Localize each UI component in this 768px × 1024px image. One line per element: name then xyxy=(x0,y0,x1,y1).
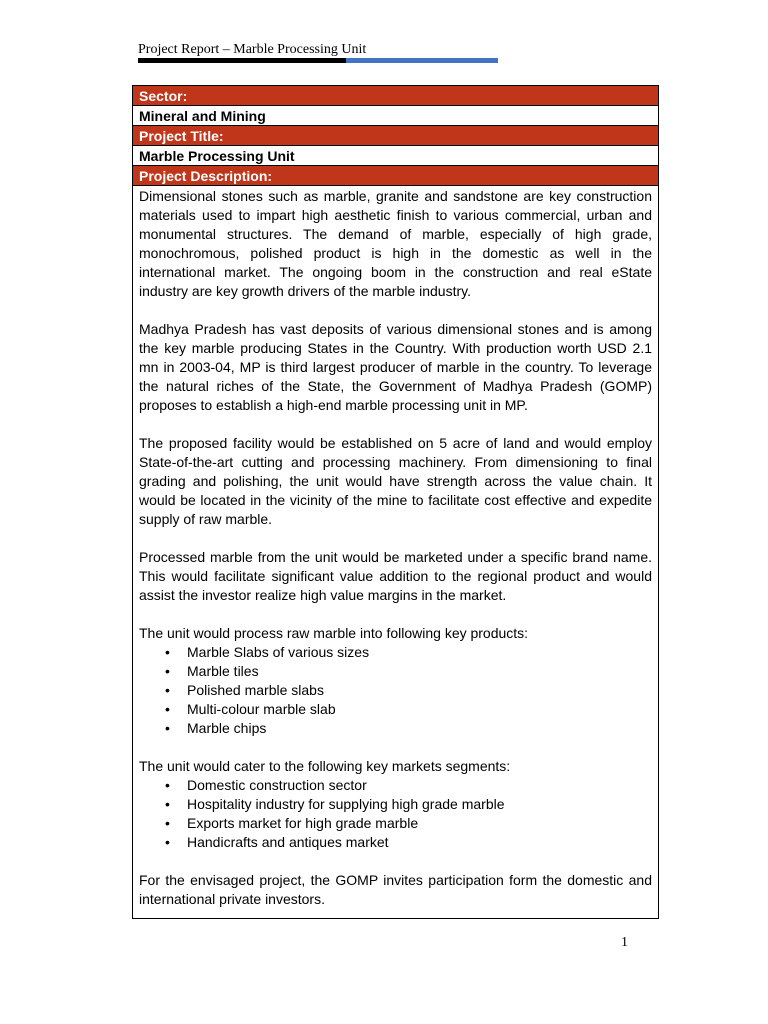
bullet-icon: • xyxy=(165,682,170,698)
list-item xyxy=(165,814,652,833)
project-description-label: Project Description: xyxy=(133,166,658,186)
list-item xyxy=(165,795,652,814)
market-item-text: Exports market for high grade marble xyxy=(187,815,419,831)
products-list xyxy=(139,643,652,738)
project-description-body xyxy=(133,186,658,918)
description-paragraph: The proposed facility would be established on 5 acre of land and would employ State-of-the-art cutting and processing machinery. From dimensioning to final grading and polishing, the unit would have strength across the value chain. It would be located in the vicinity of the mine to facilitate cost effective and expedite supply of raw marble. xyxy=(139,435,652,527)
bullet-icon: • xyxy=(165,815,170,831)
project-title-value: Marble Processing Unit xyxy=(133,146,658,166)
description-paragraph: Processed marble from the unit would be marketed under a specific brand name. This would facilitate significant value addition to the regional product and would assist the investor realize high value margins in the market. xyxy=(139,549,652,603)
running-header-title: Project Report – Marble Processing Unit xyxy=(138,42,367,57)
header-rule-dark xyxy=(138,58,346,63)
sector-value: Mineral and Mining xyxy=(133,106,658,126)
bullet-icon: • xyxy=(165,644,170,660)
list-item xyxy=(165,681,652,700)
bullet-icon: • xyxy=(165,796,170,812)
markets-list xyxy=(139,776,652,852)
bullet-icon: • xyxy=(165,834,170,850)
product-item-text: Multi-colour marble slab xyxy=(187,701,336,717)
list-item xyxy=(165,662,652,681)
list-item xyxy=(165,643,652,662)
markets-intro: The unit would cater to the following key markets segments: xyxy=(139,758,511,774)
bullet-icon: • xyxy=(165,663,170,679)
list-item xyxy=(165,719,652,738)
header-rule-blue xyxy=(346,58,498,63)
project-title-label: Project Title: xyxy=(133,126,658,146)
page-number: 1 xyxy=(621,935,628,950)
product-item-text: Marble tiles xyxy=(187,663,259,679)
list-item xyxy=(165,833,652,852)
project-info-table xyxy=(132,85,659,919)
product-item-text: Marble Slabs of various sizes xyxy=(187,644,370,660)
sector-label: Sector: xyxy=(133,86,658,106)
bullet-icon: • xyxy=(165,720,170,736)
list-item xyxy=(165,700,652,719)
market-item-text: Hospitality industry for supplying high grade marble xyxy=(187,796,505,812)
bullet-icon: • xyxy=(165,777,170,793)
products-intro: The unit would process raw marble into following key products: xyxy=(139,625,529,641)
product-item-text: Polished marble slabs xyxy=(187,682,324,698)
product-item-text: Marble chips xyxy=(187,720,267,736)
market-item-text: Domestic construction sector xyxy=(187,777,367,793)
description-paragraph: Madhya Pradesh has vast deposits of various dimensional stones and is among the key marble producing States in the Country. With production worth USD 2.1 mn in 2003-04, MP is third largest producer of marble in the country. To leverage the natural riches of the State, the Government of Madhya Pradesh (GOMP) proposes to establish a high-end marble processing unit in MP. xyxy=(139,321,652,413)
description-paragraph: Dimensional stones such as marble, granite and sandstone are key construction materials used to impart high aesthetic finish to various commercial, urban and monumental structures. The demand of marble, especially of high grade, monochromous, polished product is high in the domestic as well in the international market. The ongoing boom in the construction and real eState industry are key growth drivers of the marble industry. xyxy=(139,188,652,299)
list-item xyxy=(165,776,652,795)
market-item-text: Handicrafts and antiques market xyxy=(187,834,389,850)
bullet-icon: • xyxy=(165,701,170,717)
closing-paragraph: For the envisaged project, the GOMP invites participation form the domestic and international private investors. xyxy=(139,872,652,907)
